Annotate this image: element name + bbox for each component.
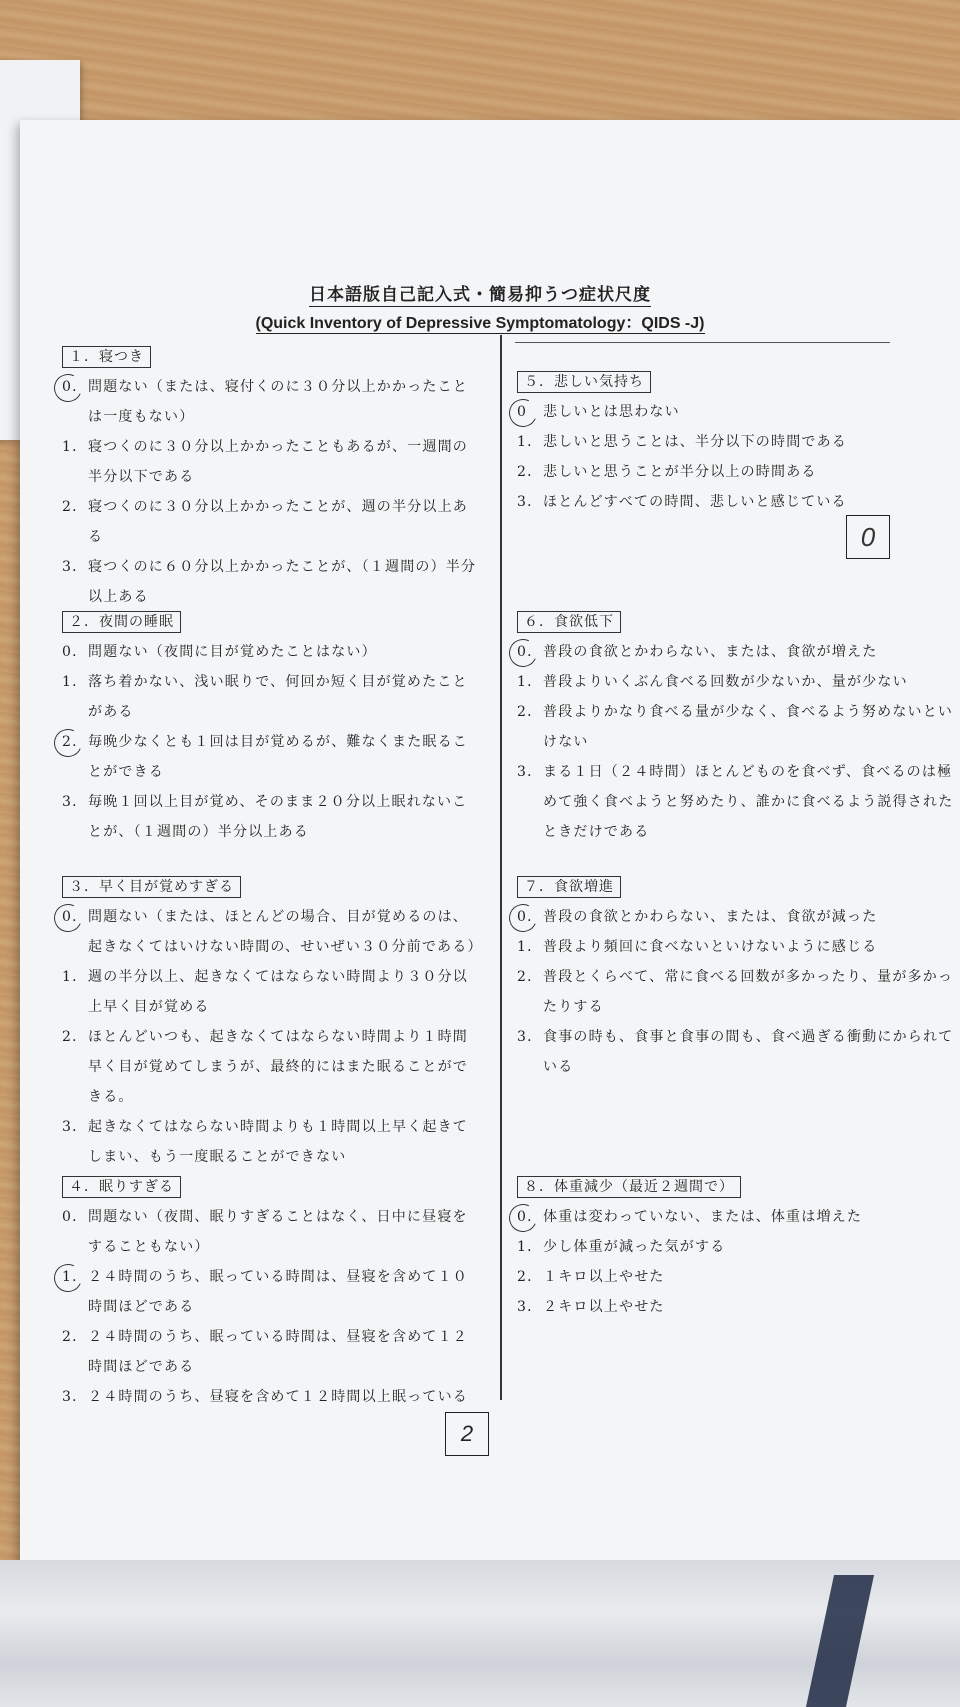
option-2[interactable]: 2．普段とくらべて、常に食べる回数が多かったり、量が多かったりする	[517, 969, 954, 1015]
option-0[interactable]: 0．体重は変わっていない、または、体重は増えた	[517, 1202, 957, 1232]
section-heading: ７．食欲増進	[517, 876, 621, 898]
option-1[interactable]: 1．週の半分以上、起きなくてはならない時間より３０分以上早く目が覚める	[62, 969, 468, 1015]
section-2-night-sleep	[62, 607, 482, 847]
option-2[interactable]: 2．普段よりかなり食べる量が少なく、食べるよう努めないといけない	[517, 704, 954, 750]
section-3-early-waking	[62, 872, 482, 1172]
option-3[interactable]: 3．毎晩１回以上目が覚め、そのまま２０分以上眠れないことが、（１週間の）半分以上ある	[62, 794, 468, 840]
section-heading: ３．早く目が覚めすぎる	[62, 876, 241, 898]
header-rule	[515, 342, 890, 343]
option-2[interactable]: 2．毎晩少なくとも１回は目が覚めるが、難なくまた眠ることができる	[62, 727, 482, 787]
option-0[interactable]: 0．問題ない（または、ほとんどの場合、目が覚めるのは、起きなくてはいけない時間の、せいぜい３０分前である）	[62, 902, 482, 962]
section-heading: ８．体重減少（最近２週間で）	[517, 1176, 741, 1198]
section-heading: ４．眠りすぎる	[62, 1176, 181, 1198]
option-1[interactable]: 1．普段より頻回に食べないといけないように感じる	[517, 939, 878, 955]
section-8-weight-loss	[517, 1172, 957, 1322]
option-3[interactable]: 3．寝つくのに６０分以上かかったことが、（１週間の）半分以上ある	[62, 559, 477, 605]
section-heading: １．寝つき	[62, 346, 151, 368]
page-number: 2	[445, 1412, 489, 1456]
section-5-sadness	[517, 367, 957, 517]
option-1[interactable]: 1．２４時間のうち、眠っている時間は、昼寝を含めて１０時間ほどである	[62, 1262, 482, 1322]
sheet-subtitle: (Quick Inventory of Depressive Symptomatology：QIDS -J)	[255, 315, 705, 332]
section-1-sleep-onset	[62, 342, 482, 612]
sheet-title: 日本語版自己記入式・簡易抑うつ症状尺度	[309, 285, 651, 305]
option-0[interactable]: 0．問題ない（または、寝付くのに３０分以上かかったことは一度もない）	[62, 372, 482, 432]
score-box: 0	[846, 515, 890, 559]
option-0[interactable]: 0．普段の食欲とかわらない、または、食欲が増えた	[517, 637, 957, 667]
option-2[interactable]: 2．２４時間のうち、眠っている時間は、昼寝を含めて１２時間ほどである	[62, 1329, 468, 1375]
option-3[interactable]: 3．まる１日（２４時間）ほとんどものを食べず、食べるのは極めて強く食べようと努めたり、誰かに食べるよう説得されたときだけである	[517, 764, 954, 840]
option-0[interactable]: 0．問題ない（夜間に目が覚めたことはない）	[62, 644, 377, 660]
option-0[interactable]: 0．問題ない（夜間、眠りすぎることはなく、日中に昼寝をすることもない）	[62, 1209, 468, 1255]
section-4-oversleeping	[62, 1172, 482, 1412]
option-3[interactable]: 3．起きなくてはならない時間よりも１時間以上早く起きてしまい、もう一度眠ることができない	[62, 1119, 468, 1165]
option-3[interactable]: 3．２４時間のうち、昼寝を含めて１２時間以上眠っている	[62, 1389, 468, 1405]
option-2[interactable]: 2．ほとんどいつも、起きなくてはならない時間より１時間早く目が覚めてしまうが、最終的にはまた眠ることができる。	[62, 1029, 468, 1105]
option-1[interactable]: 1．普段よりいくぶん食べる回数が少ないか、量が少ない	[517, 674, 908, 690]
option-2[interactable]: 2．１キロ以上やせた	[517, 1269, 665, 1285]
option-2[interactable]: 2．悲しいと思うことが半分以上の時間ある	[517, 464, 817, 480]
section-6-appetite-decrease	[517, 607, 957, 847]
option-2[interactable]: 2．寝つくのに３０分以上かかったことが、週の半分以上ある	[62, 499, 468, 545]
option-0[interactable]: 0 悲しいとは思わない	[517, 397, 957, 427]
option-3[interactable]: 3．ほとんどすべての時間、悲しいと感じている	[517, 494, 847, 510]
option-1[interactable]: 1．落ち着かない、浅い眠りで、何回か短く目が覚めたことがある	[62, 674, 468, 720]
option-1[interactable]: 1．少し体重が減った気がする	[517, 1239, 726, 1255]
option-3[interactable]: 3．食事の時も、食事と食事の間も、食べ過ぎる衝動にかられている	[517, 1029, 954, 1075]
option-1[interactable]: 1．寝つくのに３０分以上かかったこともあるが、一週間の半分以下である	[62, 439, 468, 485]
option-1[interactable]: 1．悲しいと思うことは、半分以下の時間である	[517, 434, 847, 450]
section-heading: ２．夜間の睡眠	[62, 611, 181, 633]
option-3[interactable]: 3．２キロ以上やせた	[517, 1299, 665, 1315]
option-0[interactable]: 0．普段の食欲とかわらない、または、食欲が減った	[517, 902, 957, 932]
section-heading: ６．食欲低下	[517, 611, 621, 633]
column-divider	[500, 335, 502, 1400]
section-7-appetite-increase	[517, 872, 957, 1082]
section-heading: ５．悲しい気持ち	[517, 371, 651, 393]
